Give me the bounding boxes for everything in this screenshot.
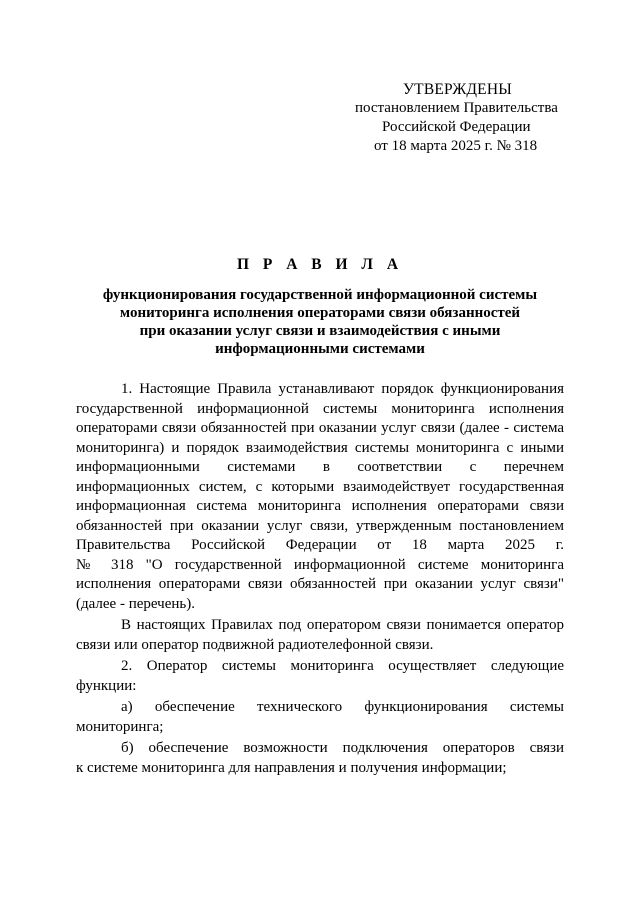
title-subtitle-line: при оказании услуг связи и взаимодействия с иными [139, 323, 501, 339]
document-body [76, 380, 564, 780]
paragraph-5 [76, 739, 564, 778]
approval-line: постановлением Правительства [355, 100, 558, 116]
paragraph-3 [76, 657, 564, 696]
title-subtitle-line: информационными системами [215, 341, 425, 357]
approval-stamp [300, 80, 612, 156]
approval-line: Российской Федерации [382, 119, 531, 135]
text-line: № 318 "О государственной информационной системе мониторинга [76, 556, 564, 573]
approval-date-number: от 18 марта 2025 г. № 318 [374, 138, 538, 154]
text-line: В настоящих Правилах под оператором связи понимается оператор [121, 617, 564, 633]
document-title [76, 256, 564, 358]
text-line: мониторинга; [76, 718, 164, 735]
paragraph-2 [76, 616, 564, 655]
text-line: исполнения операторами связи обязанностей при оказании услуг связи" [76, 576, 564, 592]
paragraph-1 [76, 380, 564, 614]
text-line: б) обеспечение возможности подключения операторов связи [121, 740, 564, 756]
text-line: а) обеспечение технического функционирования системы [121, 699, 564, 715]
approval-heading: УТВЕРЖДЕНЫ [403, 81, 512, 98]
text-line: государственной информационной системы мониторинга исполнения [76, 400, 564, 417]
title-main: П Р А В И Л А [236, 256, 404, 273]
title-subtitle-line: функционирования государственной информационной системы [102, 287, 538, 303]
text-line: Правительства Российской Федерации от 18 марта 2025 г. [76, 537, 564, 553]
text-line: (далее - перечень). [76, 595, 195, 612]
text-line: информационными системами в соответствии с перечнем [76, 459, 564, 475]
text-line: операторами связи обязанностей при оказании услуг связи (далее - система [76, 420, 564, 436]
text-line: 1. Настоящие Правила устанавливают порядок функционирования [121, 381, 564, 397]
paragraph-4 [76, 698, 564, 737]
text-line: мониторинга) и порядок взаимодействия системы мониторинга с иными [76, 439, 564, 456]
text-line: 2. Оператор системы мониторинга осуществляет следующие [121, 658, 564, 674]
text-line: информационных систем, с которыми взаимодействует государственная [76, 478, 564, 495]
title-subtitle-line: мониторинга исполнения операторами связи обязанностей [119, 305, 521, 321]
text-line: информационная система мониторинга исполнения операторами связи [76, 498, 564, 514]
text-line: функции: [76, 677, 137, 694]
text-line: к системе мониторинга для направления и получения информации; [76, 759, 507, 776]
text-line: обязанностей при оказании услуг связи, утвержденным постановлением [76, 517, 564, 534]
text-line: связи или оператор подвижной радиотелефонной связи. [76, 636, 434, 653]
